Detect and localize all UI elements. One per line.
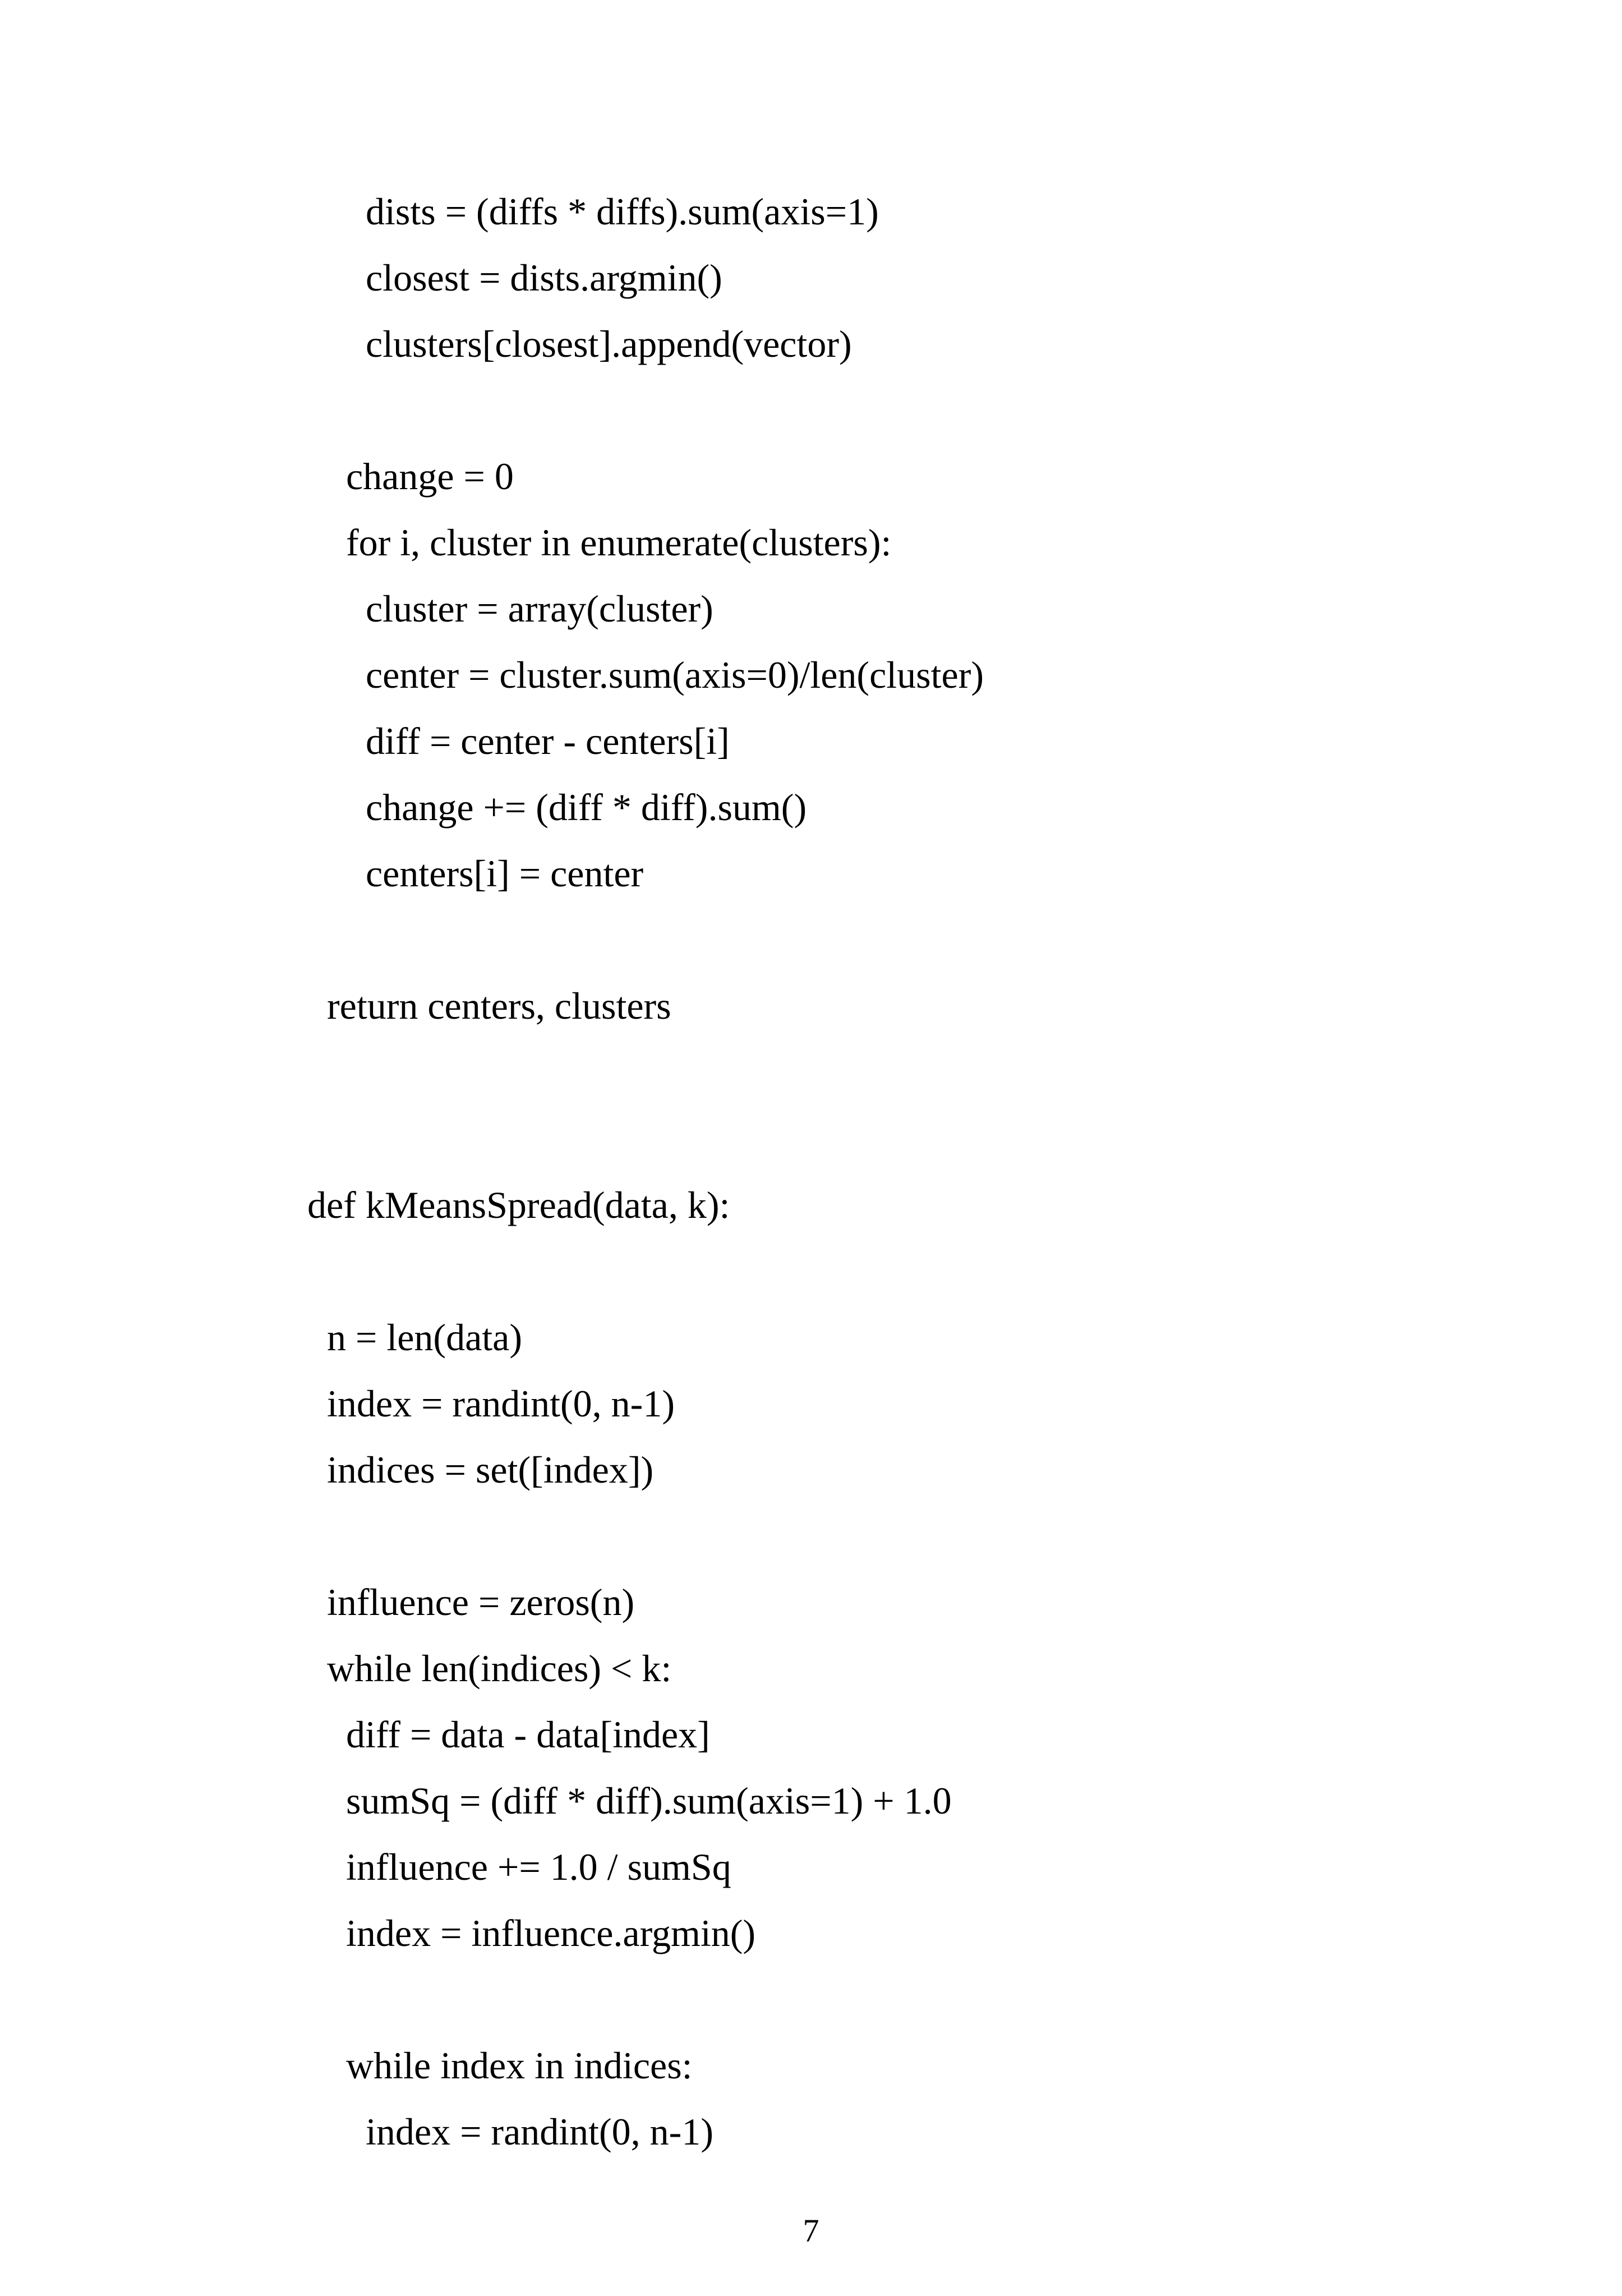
code-line: clusters[closest].append(vector) [366,323,852,365]
code-line: closest = dists.argmin() [366,256,722,299]
code-line: diff = center - centers[i] [366,720,730,762]
code-line: return centers, clusters [327,984,671,1027]
code-line: dists = (diffs * diffs).sum(axis=1) [366,190,879,233]
code-line: centers[i] = center [366,852,644,895]
code-line: change = 0 [346,455,514,498]
code-line: diff = data - data[index] [346,1713,710,1756]
code-line: cluster = array(cluster) [366,587,713,630]
code-line: index = randint(0, n-1) [327,1382,675,1425]
code-line: center = cluster.sum(axis=0)/len(cluster) [366,654,984,696]
code-line: sumSq = (diff * diff).sum(axis=1) + 1.0 [346,1779,952,1822]
code-line: change += (diff * diff).sum() [366,786,807,829]
code-line: for i, cluster in enumerate(clusters): [346,521,892,564]
code-line: n = len(data) [327,1316,522,1359]
code-line: index = randint(0, n-1) [366,2110,713,2153]
code-line: while index in indices: [346,2044,693,2087]
code-line: influence += 1.0 / sumSq [346,1846,731,1888]
function-definition: def kMeansSpread(data, k): [307,1184,730,1226]
code-line: index = influence.argmin() [346,1912,756,1954]
code-line: indices = set([index]) [327,1448,654,1491]
code-line: while len(indices) < k: [327,1647,672,1690]
code-line: influence = zeros(n) [327,1581,635,1623]
page-number: 7 [803,2212,819,2249]
